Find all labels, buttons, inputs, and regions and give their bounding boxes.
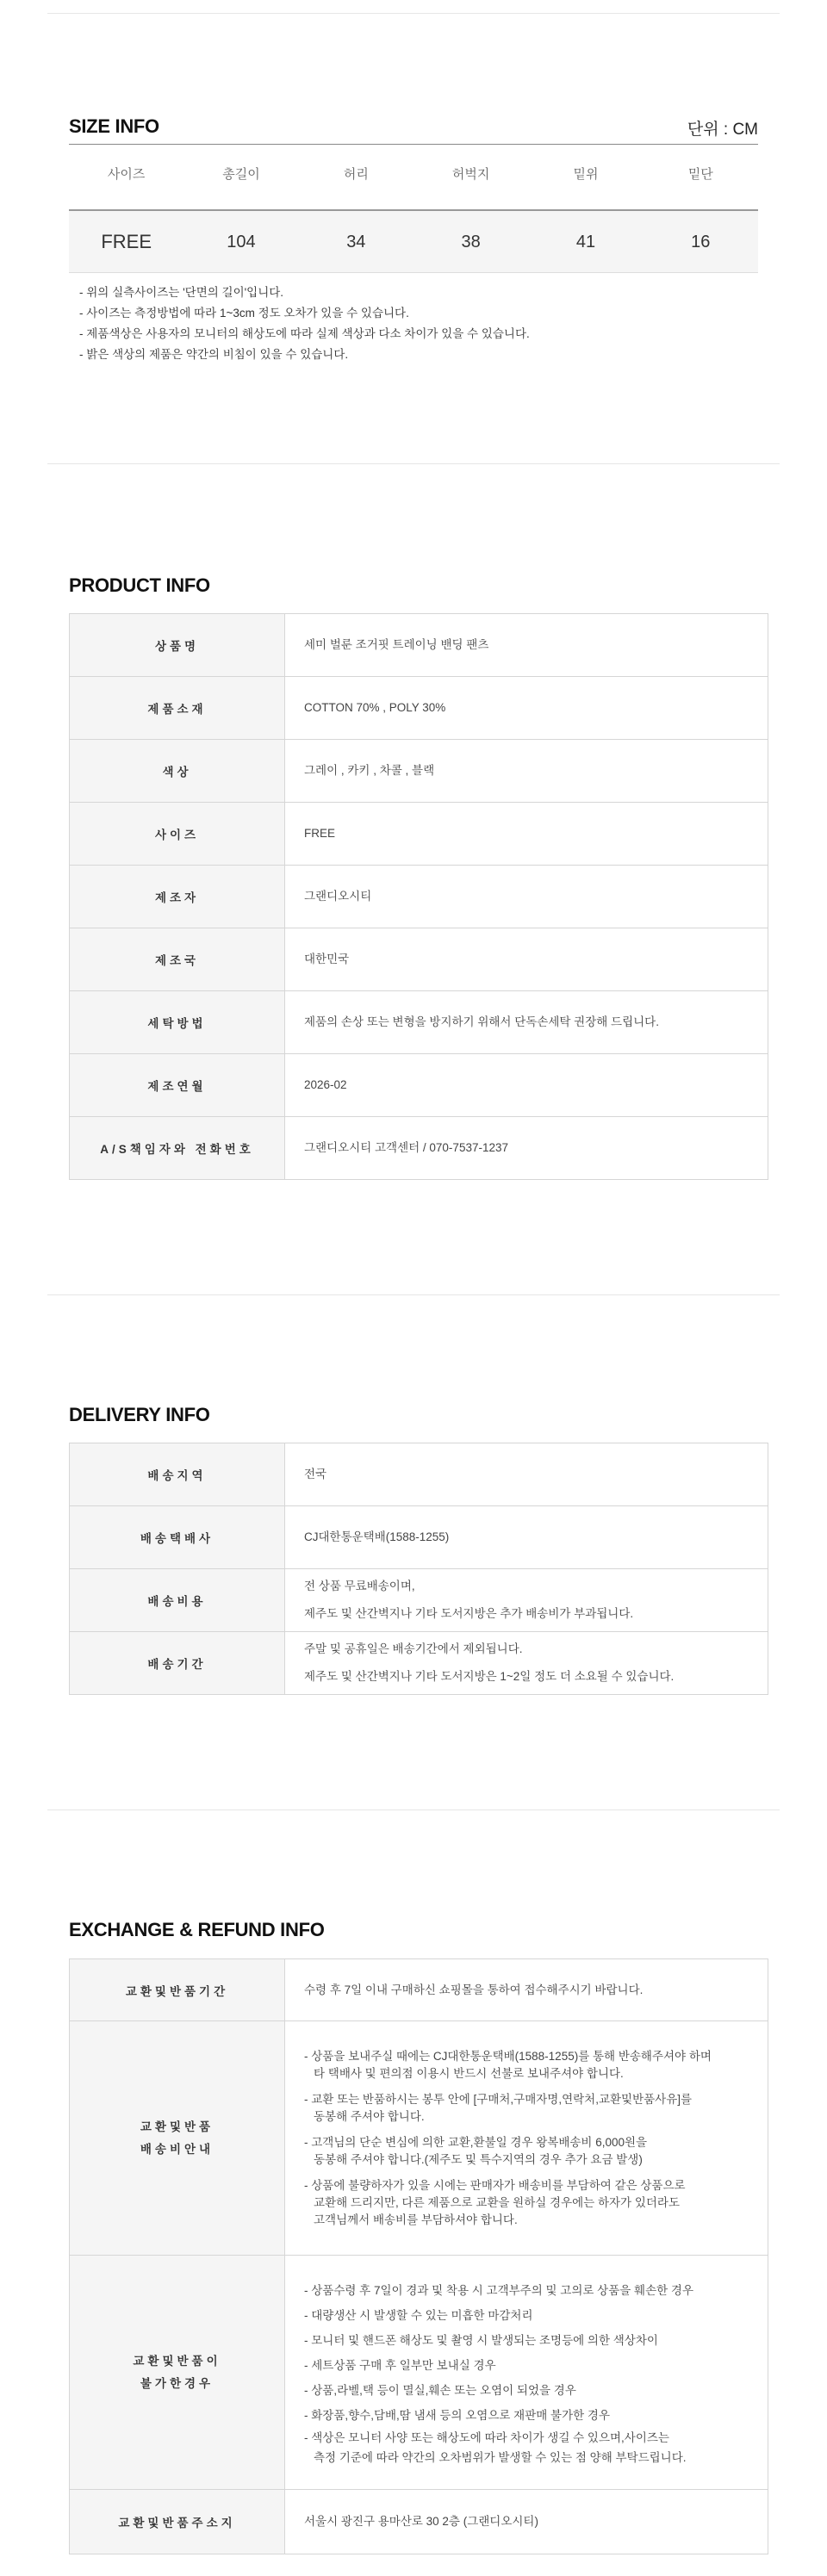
product-info-title: PRODUCT INFO <box>69 574 210 596</box>
section-divider <box>47 1294 780 1295</box>
row-label: 교환및반품기간 <box>70 1959 285 2021</box>
list-item: - 상품,라벨,택 등이 멸실,훼손 또는 오염이 되었을 경우 <box>304 2383 576 2397</box>
delivery-info-title: DELIVERY INFO <box>69 1404 210 1425</box>
row-value: 2026-02 <box>285 1054 768 1117</box>
row-label-line: 배송비안내 <box>140 2142 215 2156</box>
table-row <box>70 614 768 677</box>
table-row <box>70 803 768 866</box>
size-note: - 제품색상은 사용자의 모니터의 해상도에 따라 실제 색상과 다소 차이가 있을 수 있습니다. <box>79 327 530 340</box>
row-label: 사이즈 <box>70 803 285 866</box>
row-value: 그랜디오시티 <box>285 866 768 928</box>
row-value: 수령 후 7일 이내 구매하신 쇼핑몰을 통하여 접수해주시기 바랍니다. <box>285 1959 768 2021</box>
row-value: 전국 <box>285 1443 768 1506</box>
row-value <box>285 1569 768 1632</box>
list-item <box>304 2134 750 2169</box>
table-row <box>70 991 768 1054</box>
size-cell: 34 <box>346 233 366 251</box>
size-notes <box>79 282 530 365</box>
row-label-line: 불가한경우 <box>140 2376 215 2390</box>
row-label <box>70 2256 285 2490</box>
list-item <box>304 2177 750 2229</box>
size-info-title: SIZE INFO <box>69 115 159 137</box>
list-item-line: 교환해 드리지만, 다른 제품으로 교환을 원하실 경우에는 하자가 있더라도 <box>314 2195 680 2209</box>
list-item: - 대량생산 시 발생할 수 있는 미흡한 마감처리 <box>304 2308 533 2322</box>
list-item-line: 동봉해 주셔야 합니다. <box>314 2109 425 2123</box>
table-row <box>70 1632 768 1695</box>
row-label: 제조연월 <box>70 1054 285 1117</box>
row-label: 배송기간 <box>70 1632 285 1695</box>
row-label: 상품명 <box>70 614 285 677</box>
row-value: COTTON 70% , POLY 30% <box>285 677 768 740</box>
refuse-list <box>304 2278 750 2467</box>
size-cell: 104 <box>227 233 256 251</box>
row-value <box>285 2021 768 2256</box>
size-header-cell: 밑위 <box>573 167 599 182</box>
size-note: - 사이즈는 측정방법에 따라 1~3cm 정도 오차가 있을 수 있습니다. <box>79 307 409 320</box>
row-label: 배송지역 <box>70 1443 285 1506</box>
table-row <box>70 2256 768 2490</box>
row-value: 그레이 , 카키 , 차콜 , 블랙 <box>285 740 768 803</box>
list-item: - 세트상품 구매 후 일부만 보내실 경우 <box>304 2358 496 2372</box>
list-item: - 모니터 및 핸드폰 해상도 및 촬영 시 발생되는 조명등에 의한 색상차이 <box>304 2333 658 2347</box>
row-value <box>285 2256 768 2490</box>
row-label: A/S책임자와 전화번호 <box>70 1117 285 1180</box>
table-row <box>70 677 768 740</box>
table-row <box>70 2021 768 2256</box>
row-label: 배송비용 <box>70 1569 285 1632</box>
row-value: FREE <box>285 803 768 866</box>
size-header-cell: 밑단 <box>687 167 713 182</box>
table-row <box>70 1117 768 1180</box>
row-label <box>70 2021 285 2256</box>
row-label: 교환및반품주소지 <box>70 2490 285 2554</box>
row-value: 서울시 광진구 용마산로 30 2층 (그랜디오시티) <box>285 2490 768 2554</box>
list-item-line: 동봉해 주셔야 합니다.(제주도 및 특수지역의 경우 추가 요금 발생) <box>314 2152 643 2166</box>
table-row <box>70 1054 768 1117</box>
table-row <box>70 1959 768 2021</box>
row-value-line: 제주도 및 산간벽지나 기타 도서지방은 1~2일 정도 더 소요될 수 있습니다. <box>304 1670 675 1683</box>
list-item <box>304 2091 750 2126</box>
size-header-cell: 총길이 <box>222 167 260 182</box>
section-divider <box>47 463 780 464</box>
size-cell: 38 <box>461 233 481 251</box>
row-value <box>285 1632 768 1695</box>
row-value-line: 제주도 및 산간벽지나 기타 도서지방은 추가 배송비가 부과됩니다. <box>304 1607 634 1620</box>
list-item-line: - 상품을 보내주실 때에는 CJ대한통운택배(1588-1255)를 통해 반송해주셔야 하며 <box>304 2049 712 2063</box>
list-item: 측정 기준에 따라 약간의 오차범위가 발생할 수 있는 점 양해 부탁드립니다. <box>314 2450 687 2464</box>
list-item: - 화장품,향수,담배,땀 냄새 등의 오염으로 재판매 불가한 경우 <box>304 2408 610 2422</box>
section-divider <box>47 1809 780 1810</box>
row-value: 대한민국 <box>285 928 768 991</box>
size-header-cell: 허벅지 <box>451 167 490 182</box>
row-label: 색상 <box>70 740 285 803</box>
size-table-top-line <box>69 144 758 145</box>
table-row <box>70 2490 768 2554</box>
size-unit-label: 단위 : CM <box>687 121 758 139</box>
size-note: - 밝은 색상의 제품은 약간의 비침이 있을 수 있습니다. <box>79 348 349 361</box>
size-note: - 위의 실측사이즈는 '단면의 길이'입니다. <box>79 286 284 299</box>
table-row <box>70 1569 768 1632</box>
row-label-line: 교환및반품이 <box>133 2354 221 2368</box>
table-row <box>70 928 768 991</box>
row-value-line: 전 상품 무료배송이며, <box>304 1580 415 1592</box>
table-row <box>70 1443 768 1506</box>
row-value: CJ대한통운택배(1588-1255) <box>285 1506 768 1569</box>
table-row <box>70 866 768 928</box>
row-value: 세미 벌룬 조거핏 트레이닝 밴딩 팬츠 <box>285 614 768 677</box>
size-header-cell: 사이즈 <box>107 167 146 182</box>
fee-list <box>304 2048 750 2229</box>
size-cell: 41 <box>575 233 596 251</box>
list-item: - 색상은 모니터 사양 또는 해상도에 따라 차이가 생길 수 있으며,사이즈는 <box>304 2430 669 2444</box>
list-item <box>304 2048 750 2083</box>
exchange-info-table <box>69 1958 768 2554</box>
size-cell: FREE <box>101 231 152 252</box>
row-value: 그랜디오시티 고객센터 / 070-7537-1237 <box>285 1117 768 1180</box>
row-label: 배송택배사 <box>70 1506 285 1569</box>
row-label: 제품소재 <box>70 677 285 740</box>
list-item-line: - 고객님의 단순 변심에 의한 교환,환불일 경우 왕복배송비 6,000원을 <box>304 2135 648 2149</box>
size-table-header <box>69 162 758 208</box>
row-label: 세탁방법 <box>70 991 285 1054</box>
size-cell: 16 <box>691 233 711 251</box>
exchange-info-title: EXCHANGE & REFUND INFO <box>69 1919 325 1940</box>
size-table-row <box>69 209 758 273</box>
row-label-line: 교환및반품 <box>140 2120 215 2133</box>
list-item-line: - 상품에 불량하자가 있을 시에는 판매자가 배송비를 부담하여 같은 상품으로 <box>304 2178 686 2192</box>
list-item: - 상품수령 후 7일이 경과 및 착용 시 고객부주의 및 고의로 상품을 훼손한 경우 <box>304 2283 693 2297</box>
row-label: 제조자 <box>70 866 285 928</box>
row-value-line: 주말 및 공휴일은 배송기간에서 제외됩니다. <box>304 1642 523 1655</box>
table-row <box>70 1506 768 1569</box>
row-label: 제조국 <box>70 928 285 991</box>
list-item-line: 고객님께서 배송비를 부담하셔야 합니다. <box>314 2213 518 2226</box>
delivery-info-table <box>69 1443 768 1695</box>
size-header-cell: 허리 <box>343 167 369 182</box>
row-value: 제품의 손상 또는 변형을 방지하기 위해서 단독손세탁 권장해 드립니다. <box>285 991 768 1054</box>
list-item-line: - 교환 또는 반품하시는 봉투 안에 [구매처,구매자명,연락처,교환및반품사유]를 <box>304 2092 693 2106</box>
product-info-table <box>69 613 768 1180</box>
list-item-line: 타 택배사 및 편의점 이용시 반드시 선불로 보내주셔야 합니다. <box>314 2066 624 2080</box>
table-row <box>70 740 768 803</box>
section-divider <box>47 13 780 14</box>
